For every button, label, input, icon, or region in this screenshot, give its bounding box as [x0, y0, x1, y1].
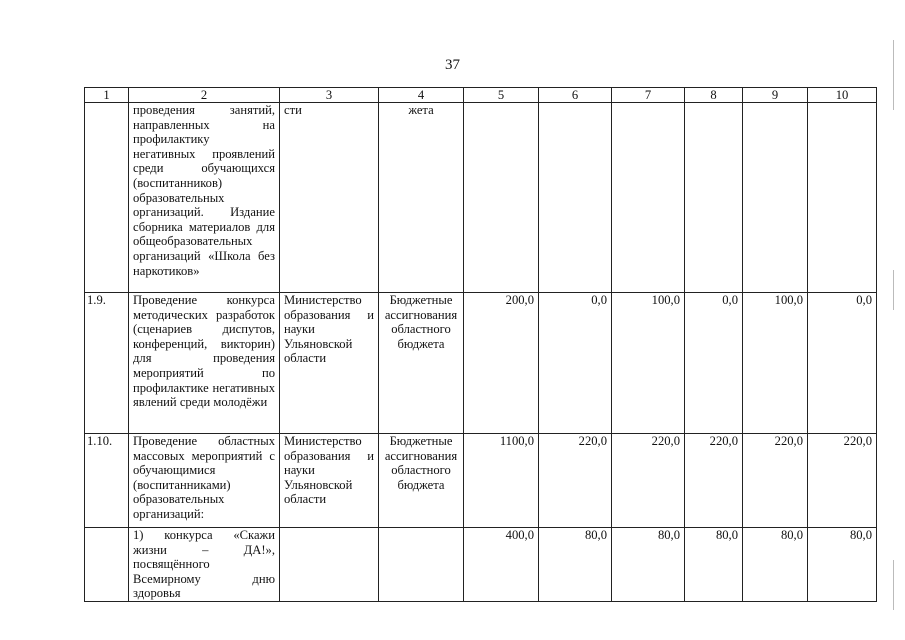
event-description: Проведение конкурса методических разработок (сценариев диспутов, конференций, викторин) для проведения мероприятий по профилактике негативных явлений среди молодёжи — [129, 293, 280, 434]
year-value: 0,0 — [539, 293, 612, 434]
year-value — [808, 103, 877, 293]
year-value: 0,0 — [685, 293, 743, 434]
year-value: 100,0 — [612, 293, 685, 434]
funding-source: Бюджетные ассигнования областного бюджета — [379, 293, 464, 434]
executor: Министерство образования и науки Ульяновской области — [280, 434, 379, 528]
header-row — [85, 88, 877, 103]
year-value — [743, 103, 808, 293]
scan-artifact — [893, 560, 894, 610]
event-description: 1) конкурса «Скажи жизни – ДА!», посвящённого Всемирному дню здоровья — [129, 528, 280, 602]
budget-table — [84, 87, 877, 602]
year-value: 220,0 — [808, 434, 877, 528]
total-value: 1100,0 — [464, 434, 539, 528]
event-description: Проведение областных массовых мероприятий с обучающимися (воспитанниками) образовательных организаций: — [129, 434, 280, 528]
year-value: 100,0 — [743, 293, 808, 434]
header-cell: 8 — [685, 88, 743, 103]
table-row — [85, 434, 877, 528]
scan-artifact — [893, 270, 894, 310]
year-value: 220,0 — [539, 434, 612, 528]
funding-source: жета — [379, 103, 464, 293]
year-value: 80,0 — [743, 528, 808, 602]
row-index: 1.9. — [85, 293, 129, 434]
total-value: 200,0 — [464, 293, 539, 434]
table-row — [85, 103, 877, 293]
page-number: 37 — [445, 57, 460, 73]
funding-source: Бюджетные ассигнования областного бюджета — [379, 434, 464, 528]
table-row — [85, 528, 877, 602]
header-cell: 5 — [464, 88, 539, 103]
header-cell: 4 — [379, 88, 464, 103]
header-cell: 10 — [808, 88, 877, 103]
year-value: 220,0 — [743, 434, 808, 528]
row-index: 1.10. — [85, 434, 129, 528]
executor: сти — [280, 103, 379, 293]
year-value — [612, 103, 685, 293]
event-description: проведения занятий, направленных на профилактику негативных проявлений среди обучающихся (воспитанников) образовательных организаций. Издание сборника материалов для общеобразовательных организаций «Школа без наркотиков» — [129, 103, 280, 293]
year-value — [539, 103, 612, 293]
header-cell: 6 — [539, 88, 612, 103]
header-cell: 7 — [612, 88, 685, 103]
year-value — [685, 103, 743, 293]
row-index — [85, 528, 129, 602]
scan-artifact — [893, 40, 894, 110]
year-value: 0,0 — [808, 293, 877, 434]
executor — [280, 528, 379, 602]
total-value — [464, 103, 539, 293]
table-row — [85, 293, 877, 434]
total-value: 400,0 — [464, 528, 539, 602]
year-value: 80,0 — [612, 528, 685, 602]
year-value: 80,0 — [685, 528, 743, 602]
year-value: 220,0 — [685, 434, 743, 528]
year-value: 220,0 — [612, 434, 685, 528]
header-cell: 2 — [129, 88, 280, 103]
header-cell: 3 — [280, 88, 379, 103]
header-cell: 9 — [743, 88, 808, 103]
header-cell: 1 — [85, 88, 129, 103]
year-value: 80,0 — [808, 528, 877, 602]
row-index — [85, 103, 129, 293]
year-value: 80,0 — [539, 528, 612, 602]
executor: Министерство образования и науки Ульяновской области — [280, 293, 379, 434]
funding-source — [379, 528, 464, 602]
